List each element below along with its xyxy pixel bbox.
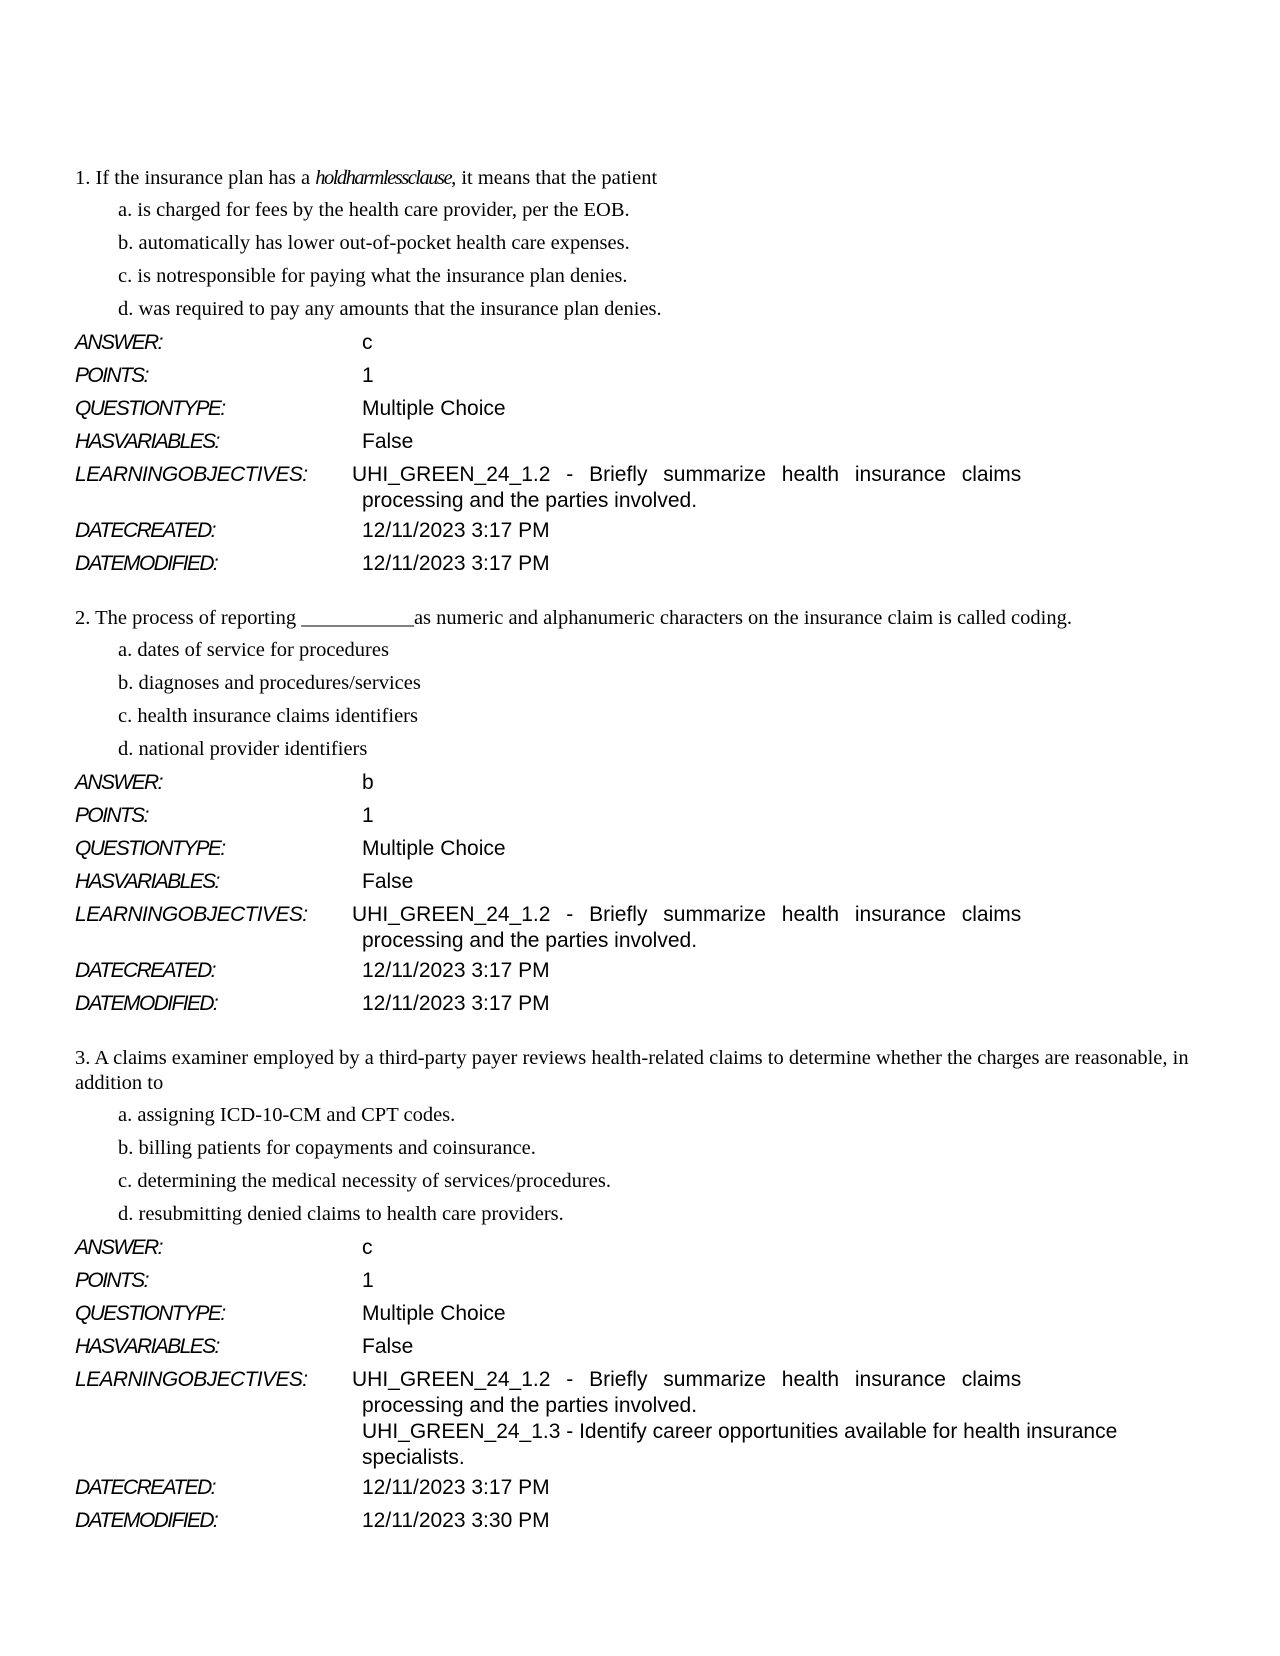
- variables-row: [75, 425, 1205, 458]
- option-b: b. diagnoses and procedures/services: [118, 672, 421, 694]
- type-value: Multiple Choice: [362, 837, 506, 860]
- variables-value: False: [362, 1335, 414, 1358]
- variables-label: HASVARIABLES:: [75, 870, 219, 893]
- option-b: b. billing patients for copayments and coinsurance.: [118, 1137, 536, 1159]
- created-label: DATECREATED:: [75, 1476, 215, 1499]
- answer-value: c: [362, 331, 373, 354]
- option-a: a. is charged for fees by the health care provider, per the EOB.: [118, 199, 630, 221]
- objectives-row: [75, 1363, 1205, 1471]
- option-b: b. automatically has lower out-of-pocket health care expenses.: [118, 232, 630, 254]
- question-metadata: [75, 1231, 1205, 1537]
- modified-row: [75, 547, 1205, 580]
- answer-row: [75, 326, 1205, 359]
- modified-value: 12/11/2023 3:17 PM: [362, 552, 550, 575]
- question-stem: 3. A claims examiner employed by a third-party payer reviews health-related claims to determine whether the charges are reasonable, in addition to: [75, 1047, 1189, 1094]
- objectives-label: LEARNINGOBJECTIVES:: [75, 1368, 308, 1391]
- objective-1-line2: processing and the parties involved.: [362, 1394, 698, 1417]
- answer-row: [75, 1231, 1205, 1264]
- type-value: Multiple Choice: [362, 1302, 506, 1325]
- points-row: [75, 1264, 1205, 1297]
- type-row: [75, 392, 1205, 425]
- type-row: [75, 1297, 1205, 1330]
- type-label: QUESTIONTYPE:: [75, 397, 225, 420]
- objectives-list: [352, 1363, 1205, 1471]
- question-metadata: [75, 766, 1205, 1020]
- created-label: DATECREATED:: [75, 519, 215, 542]
- answer-row: [75, 766, 1205, 799]
- created-value: 12/11/2023 3:17 PM: [362, 1476, 550, 1499]
- objectives-list: [352, 458, 1205, 514]
- modified-row: [75, 987, 1205, 1020]
- answer-label: ANSWER:: [75, 1236, 162, 1259]
- objective-2-line1: UHI_GREEN_24_1.3 - Identify career opportunities available for health insurance: [362, 1420, 1118, 1443]
- modified-label: DATEMODIFIED:: [75, 1509, 218, 1532]
- modified-value: 12/11/2023 3:17 PM: [362, 992, 550, 1015]
- modified-value: 12/11/2023 3:30 PM: [362, 1509, 550, 1532]
- variables-row: [75, 865, 1205, 898]
- created-row: [75, 1471, 1205, 1504]
- variables-value: False: [362, 870, 414, 893]
- created-value: 12/11/2023 3:17 PM: [362, 519, 550, 542]
- objectives-row: [75, 458, 1205, 514]
- objective-1-line2: processing and the parties involved.: [362, 929, 698, 952]
- question-metadata: [75, 326, 1205, 580]
- option-d: d. was required to pay any amounts that the insurance plan denies.: [118, 298, 662, 320]
- type-row: [75, 832, 1205, 865]
- option-c: c. is notresponsible for paying what the insurance plan denies.: [118, 265, 628, 287]
- question-stem: [75, 166, 1205, 191]
- points-label: POINTS:: [75, 364, 148, 387]
- option-c: c. determining the medical necessity of services/procedures.: [118, 1170, 611, 1192]
- type-label: QUESTIONTYPE:: [75, 1302, 225, 1325]
- option-a: a. assigning ICD-10-CM and CPT codes.: [118, 1104, 456, 1126]
- points-row: [75, 359, 1205, 392]
- objective-1-line1: UHI_GREEN_24_1.2 - Briefly summarize health insurance claims: [352, 903, 1022, 926]
- question-stem: 2. The process of reporting ___________as numeric and alphanumeric characters on the insurance claim is called coding.: [75, 607, 1072, 629]
- stem-emphasis: holdharmlessclause: [315, 167, 452, 189]
- modified-label: DATEMODIFIED:: [75, 552, 218, 575]
- objective-1-line1: UHI_GREEN_24_1.2 - Briefly summarize health insurance claims: [352, 1368, 1022, 1391]
- objectives-label: LEARNINGOBJECTIVES:: [75, 463, 308, 486]
- points-value: 1: [362, 804, 374, 827]
- points-value: 1: [362, 364, 374, 387]
- answer-options: [75, 1099, 1205, 1231]
- option-d: d. resubmitting denied claims to health care providers.: [118, 1203, 564, 1225]
- type-value: Multiple Choice: [362, 397, 506, 420]
- question-1: [75, 166, 1205, 580]
- objective-1-line2: processing and the parties involved.: [362, 489, 698, 512]
- modified-row: [75, 1504, 1205, 1537]
- question-3: [75, 1046, 1205, 1537]
- answer-label: ANSWER:: [75, 331, 162, 354]
- option-a: a. dates of service for procedures: [118, 639, 389, 661]
- stem-text: 1. If the insurance plan has a: [75, 167, 316, 189]
- modified-label: DATEMODIFIED:: [75, 992, 218, 1015]
- objectives-list: [352, 898, 1205, 954]
- objective-2-line2: specialists.: [362, 1446, 465, 1469]
- points-row: [75, 799, 1205, 832]
- stem-text-end: , it means that the patient: [451, 167, 658, 189]
- objective-1-line1: UHI_GREEN_24_1.2 - Briefly summarize health insurance claims: [352, 463, 1022, 486]
- points-label: POINTS:: [75, 1269, 148, 1292]
- document-page: [75, 166, 1205, 1563]
- type-label: QUESTIONTYPE:: [75, 837, 225, 860]
- answer-value: c: [362, 1236, 373, 1259]
- variables-value: False: [362, 430, 414, 453]
- created-row: [75, 954, 1205, 987]
- option-emphasis: not: [156, 265, 183, 287]
- points-label: POINTS:: [75, 804, 148, 827]
- variables-label: HASVARIABLES:: [75, 430, 219, 453]
- variables-label: HASVARIABLES:: [75, 1335, 219, 1358]
- objectives-label: LEARNINGOBJECTIVES:: [75, 903, 308, 926]
- answer-options: [75, 634, 1205, 766]
- option-d: d. national provider identifiers: [118, 738, 368, 760]
- variables-row: [75, 1330, 1205, 1363]
- created-label: DATECREATED:: [75, 959, 215, 982]
- answer-options: [75, 194, 1205, 326]
- objectives-row: [75, 898, 1205, 954]
- points-value: 1: [362, 1269, 374, 1292]
- created-value: 12/11/2023 3:17 PM: [362, 959, 550, 982]
- answer-label: ANSWER:: [75, 771, 162, 794]
- option-c: c. health insurance claims identifiers: [118, 705, 418, 727]
- created-row: [75, 514, 1205, 547]
- question-2: [75, 606, 1205, 1020]
- answer-value: b: [362, 771, 374, 794]
